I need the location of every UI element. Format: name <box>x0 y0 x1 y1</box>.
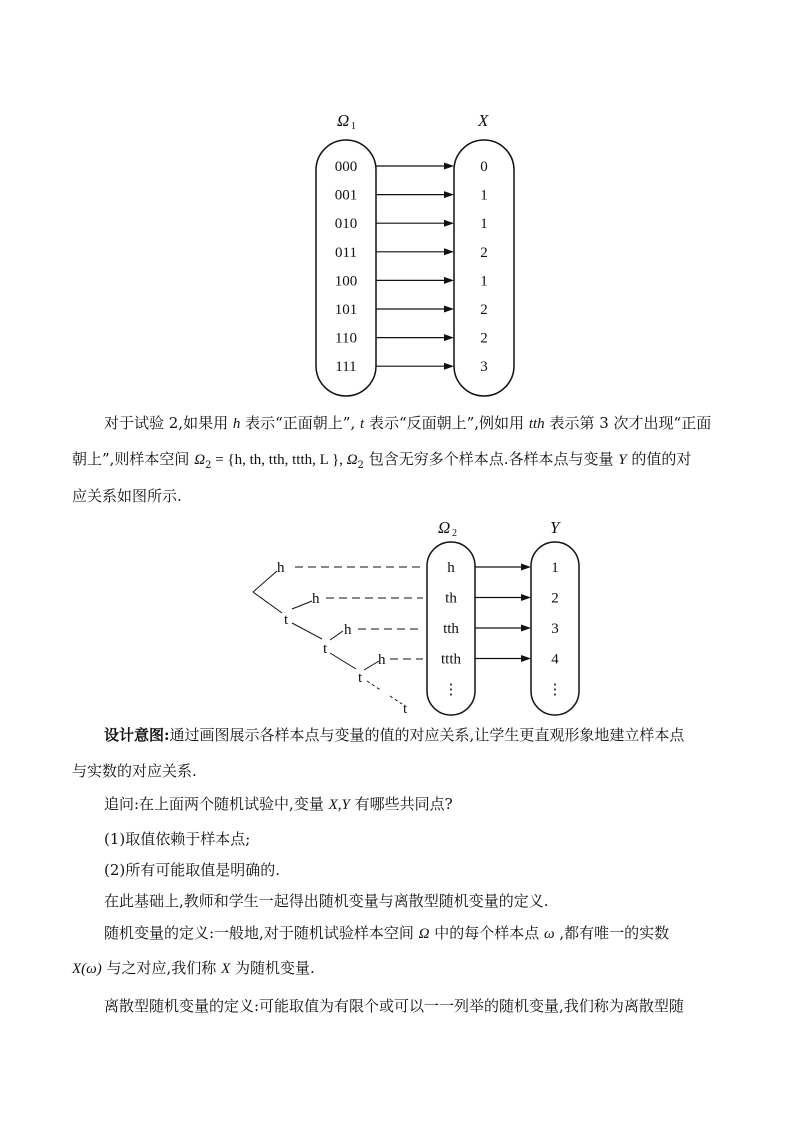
y-value: 1 <box>551 560 559 576</box>
mapping-arrow <box>376 220 454 227</box>
omega1-item: 010 <box>334 216 358 233</box>
omega1-title: Ω <box>337 111 350 130</box>
x-value: 2 <box>480 330 488 347</box>
mapping-arrow <box>475 625 531 632</box>
omega1-item: 011 <box>335 244 357 261</box>
paragraph-test2: 对于试验 2,如果用 h 表示“正面朝上”, t 表示“反面朝上”,例如用 tth 表示第 3 次才出现“正面 <box>104 414 712 432</box>
x-value: 3 <box>480 359 488 376</box>
omega2-item: tth <box>443 621 459 637</box>
mapping-arrow <box>376 191 454 198</box>
paragraph-test2-line2: 朝上”,则样本空间 $\Omega_2 = \{h$, th, tth, ttth, L }, $\Omega_2$ 包含无穷多个样本点.各样本点与变量 Y 的值的对 <box>72 450 692 471</box>
x-title: X <box>478 111 489 130</box>
omega1-oval <box>316 140 376 396</box>
design-intent: 设计意图:通过画图展示各样本点与变量的值的对应关系,让学生更直观形象地建立样本点 <box>104 726 685 744</box>
tree-t-4: t <box>403 701 408 717</box>
omega2-item: th <box>445 590 457 607</box>
design-intent-label: 设计意图: <box>104 726 170 744</box>
mapping-arrow <box>376 248 454 255</box>
x-value: 2 <box>480 244 488 261</box>
omega1-item: 100 <box>334 273 358 290</box>
tree-t-2: t <box>323 641 328 657</box>
omega1-item: 110 <box>335 330 357 347</box>
omega1-item: 111 <box>335 359 357 376</box>
x-value: 1 <box>480 187 488 204</box>
dashed-links <box>295 567 423 659</box>
x-value: 2 <box>480 302 488 318</box>
omega2-item: h <box>447 560 455 576</box>
point-1: (1)取值依赖于样本点; <box>104 830 251 848</box>
probability-tree <box>253 571 402 704</box>
tree-h-1: h <box>277 560 285 576</box>
tree-h-2: h <box>312 591 320 607</box>
point-2: (2)所有可能取值是明确的. <box>104 861 281 879</box>
mapping-arrow <box>376 363 454 370</box>
mapping-diagram-2 <box>240 513 590 718</box>
paragraph-test2-line3: 应关系如图所示. <box>72 487 182 505</box>
y-value: 4 <box>551 651 559 668</box>
mapping-diagram-1 <box>300 100 530 400</box>
x-value: 1 <box>480 273 488 290</box>
def-random-variable-line2: X(ω) 与之对应,我们称 X 为随机变量. <box>72 959 315 977</box>
omega1-item: 101 <box>334 302 358 318</box>
mapping-arrow <box>475 655 531 662</box>
omega1-item: 001 <box>334 187 358 204</box>
x-value: 1 <box>480 216 488 233</box>
omega1-item: 000 <box>334 159 358 175</box>
mapping-arrow <box>475 564 531 571</box>
omega2-item: ⋮ <box>443 682 459 698</box>
tree-t-3: t <box>358 670 363 686</box>
mapping-arrow <box>376 277 454 284</box>
mapping-arrow <box>376 163 454 170</box>
tree-h-4: h <box>378 652 386 668</box>
omega2-title: Ω <box>438 518 451 537</box>
y-value: 2 <box>551 590 559 607</box>
followup-question: 追问:在上面两个随机试验中,变量 X,Y 有哪些共同点? <box>104 795 453 813</box>
x-oval <box>454 140 514 396</box>
mapping-arrow <box>376 306 454 313</box>
omega2-subscript: 2 <box>452 528 457 539</box>
basis-sentence: 在此基础上,教师和学生一起得出随机变量与离散型随机变量的定义. <box>104 892 549 910</box>
def-discrete-random-variable: 离散型随机变量的定义:可能取值为有限个或可以一一列举的随机变量,我们称为离散型随 <box>104 997 684 1015</box>
mapping-arrow <box>376 334 454 341</box>
y-title: Y <box>550 518 560 537</box>
omega2-item: ttth <box>440 651 462 668</box>
def-random-variable: 随机变量的定义:一般地,对于随机试验样本空间 Ω 中的每个样本点 ω ,都有唯一的实数 <box>104 924 670 942</box>
y-value: 3 <box>551 621 559 637</box>
y-value: ⋮ <box>547 682 563 698</box>
mapping-arrow <box>475 594 531 601</box>
tree-t-1: t <box>284 612 289 628</box>
design-intent-line2: 与实数的对应关系. <box>72 762 197 780</box>
tree-h-3: h <box>344 622 352 638</box>
x-value: 0 <box>480 159 488 175</box>
omega1-subscript: 1 <box>351 121 356 132</box>
